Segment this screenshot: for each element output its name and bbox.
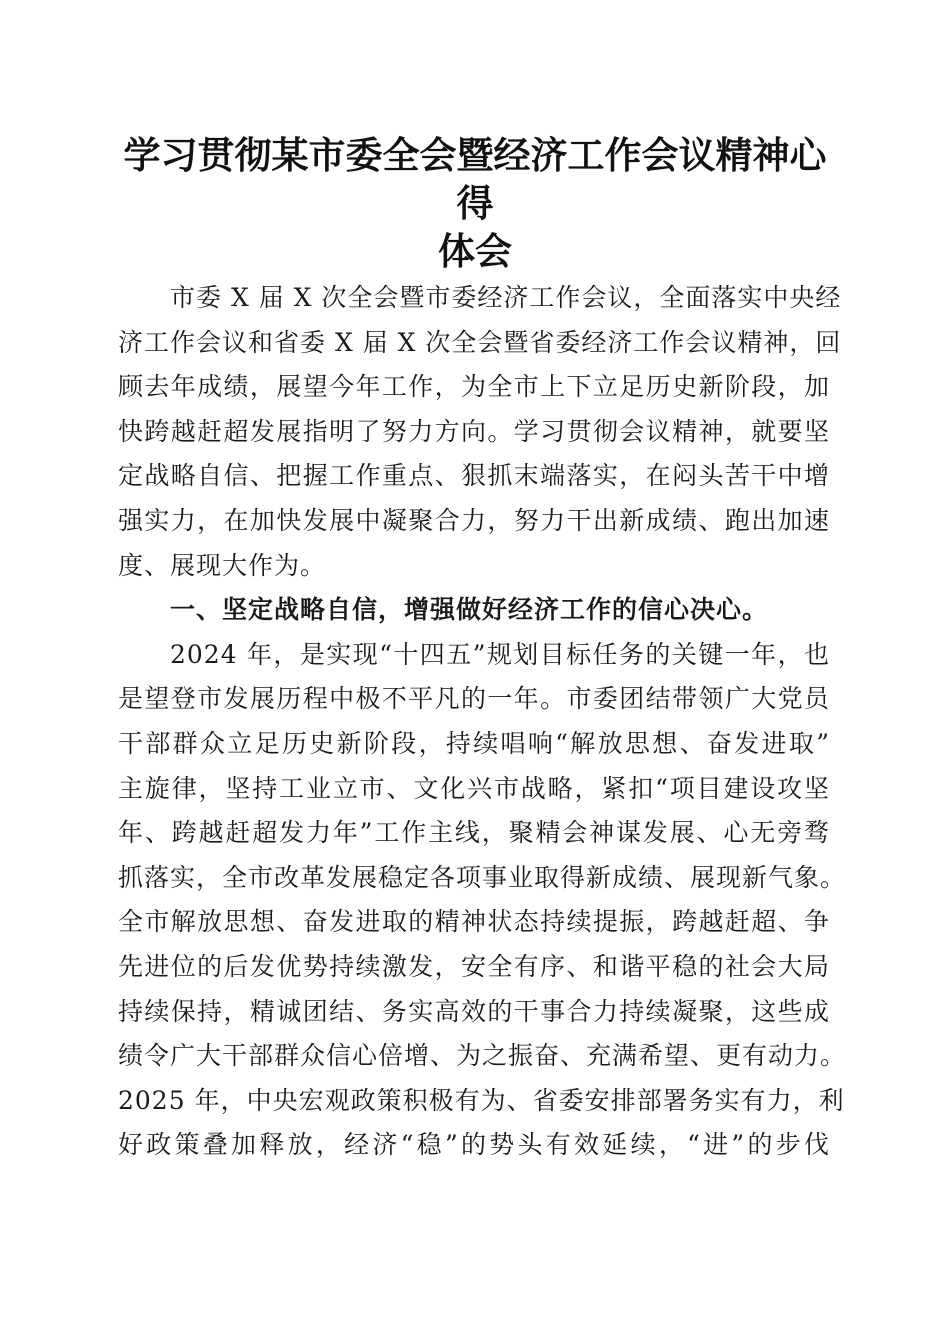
- paragraph-line: 年、跨越赶超发力年”工作主线，聚精会神谋发展、心无旁骛: [118, 818, 830, 848]
- document-title: [110, 132, 840, 276]
- paragraph-line: 度、展现大作为。: [118, 550, 327, 580]
- paragraph-line: 2025 年，中央宏观政策积极有为、省委安排部署务实有力，利: [118, 1085, 845, 1115]
- title-line-2: 体会: [438, 230, 512, 273]
- paragraph-line: 先进位的后发优势持续激发，安全有序、和谐平稳的社会大局: [118, 951, 830, 981]
- paragraph-line: 干部群众立足历史新阶段，持续唱响“解放思想、奋发进取”: [118, 728, 830, 758]
- paragraph-line: 2024 年，是实现“十四五”规划目标任务的关键一年，也: [170, 639, 830, 669]
- paragraph-line: 顾去年成绩，展望今年工作，为全市上下立足历史新阶段，加: [118, 372, 830, 402]
- paragraph-section-1: [118, 633, 847, 1168]
- paragraph-line: 全市解放思想、奋发进取的精神状态持续提振，跨越赶超、争: [118, 907, 830, 937]
- section-heading-1: 一、坚定战略自信，增强做好经济工作的信心决心。: [170, 595, 769, 625]
- paragraph-intro: [118, 276, 842, 588]
- paragraph-line: 强实力，在加快发展中凝聚合力，努力干出新成绩、跑出加速: [118, 505, 830, 535]
- paragraph-line: 好政策叠加释放，经济“稳”的势头有效延续，“进”的步伐: [118, 1130, 830, 1160]
- title-line-1: 学习贯彻某市委全会暨经济工作会议精神心得: [123, 134, 827, 225]
- paragraph-line: 定战略自信、把握工作重点、狠抓末端落实，在闷头苦干中增: [118, 461, 830, 491]
- document-body: [118, 276, 847, 1168]
- paragraph-line: 快跨越赶超发展指明了努力方向。学习贯彻会议精神，就要坚: [118, 416, 830, 446]
- paragraph-line: 市委 X 届 X 次全会暨市委经济工作会议，全面落实中央经: [170, 283, 842, 312]
- paragraph-line: 绩令广大干部群众信心倍增、为之振奋、充满希望、更有动力。: [118, 1041, 847, 1071]
- paragraph-line: 抓落实，全市改革发展稳定各项事业取得新成绩、展现新气象。: [118, 862, 847, 892]
- paragraph-line: 是望登市发展历程中极不平凡的一年。市委团结带领广大党员: [118, 684, 830, 714]
- paragraph-line: 持续保持，精诚团结、务实高效的干事合力持续凝聚，这些成: [118, 996, 830, 1026]
- paragraph-line: 济工作会议和省委 X 届 X 次全会暨省委经济工作会议精神，回: [118, 327, 842, 357]
- paragraph-line: 主旋律，坚持工业立市、文化兴市战略，紧扣“项目建设攻坚: [118, 773, 830, 803]
